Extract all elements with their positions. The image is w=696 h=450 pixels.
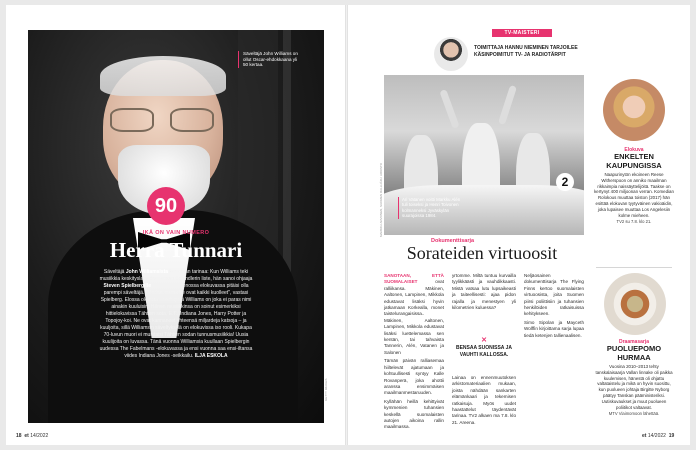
author-avatar: [434, 37, 468, 71]
page-fold: [345, 5, 348, 445]
photo-credit: GETTY IMAGES: [324, 378, 328, 401]
article-column-2-bottom: Lainaa on ennenmuutoksen arkistomateriaalien mukaan, joista nähdään sankarten elämänkaari ja tekemisen ratkaisuja. Myös uudet haastattelut täydentävät tarinaa. TV2 alkaen ma 7.8. klo 21. Areena.: [452, 375, 516, 425]
story-headline: Herra Tunnari: [109, 238, 243, 262]
magazine-spread: [6, 5, 690, 445]
rally-credit: MARKKU ARVONEN, SUOMEN RALLIJÄRJ. ARKISTO: [379, 162, 383, 237]
series-avatar: [604, 273, 666, 335]
article-column-2-top: yrtomme. Miltä tuntuu kurvailla tyylikkäästi ja vauhdikkaasti. Mistä vatsaa lutu lupsaikeasti ja taiteellisesti: ajaa pidon rajalla ja menestyen yli kilometrien kuluessa?: [452, 273, 516, 311]
story-kicker: IKÄ ON VAIN NUMERO: [142, 230, 210, 236]
age-badge: 90: [147, 187, 185, 225]
paragraph: Simo Sipolan ja Mayceth Wolffin kirjoittama sarja lupaa tiedä ketenjen tallienaalisen.: [524, 319, 584, 338]
sidebar-series: Draamasarja PUOLUEPOMO HURMAA Vuosina 2010–2013 tehty tanskalaisaarja Vallan linnake oli paikka kuulemisen, hänestä oli ohjattu valtataistelu ja mikä on hyvin suosittu, kun puolueen johtaja Birgitte Nyborg päätyy Tanskan pääministeriksi. Uutiskuvaukset ja muut puolueen poliitikot valtaavat. MTV Viaimomoon lähettää.: [595, 339, 673, 417]
sidebar-divider: [596, 267, 672, 268]
hair-shape: [100, 56, 226, 96]
rally-caption: Ari Vatanen voitti Markku Alén tuli toiseksi ja Henri Toivonen kolmanneksi Jyväskylän suurajoissa 1984.: [398, 197, 462, 219]
tv-section-tag: TV-MAISTERI: [492, 29, 552, 37]
sidebar-film: Elokuva ENKELTEN KAUPUNGISSA Naapurinytön ekoineen Reese Witherspoon on anniko maailman rikkaimpia naissäyttelijöitä. Taakse on kertynyt 400 miljoonan verran. Komedian Rolokous muuttaa toiston (2017) hän esittää elokuvan tyytyväinen vakioäidin, joka lupaisee muuttaa Los Angelesiin kolme mieheen. TV2 su 7.8. klo 21.: [594, 147, 674, 225]
article-headline: Sorateiden virtuoosit: [406, 243, 558, 263]
pull-quote: ✕ BENSAA SUONISSA JA VAUHTI KALLOSSA.: [452, 337, 516, 358]
glasses-shape: [110, 108, 218, 134]
raised-arm-shape: [439, 89, 459, 129]
section-tag: Dokumenttisarja: [431, 238, 475, 244]
article-column-3: [524, 273, 584, 341]
raised-arm-shape: [498, 85, 517, 125]
paragraph: Tämän päivän ralliasemaa hiiltelevät ajatumaan ja kohtuullisesti syntyy Kalle Rovanperä, joka ahottii aranssa ensimmäisen maailmanmestaruuden.: [384, 358, 444, 396]
paragraph: Kyllähän heillä kehittyivät kymmenien tuhansien keskellä suomalaisten autojen aikoina rallin maailmassa.: [384, 398, 444, 430]
portrait-photo: [28, 30, 324, 423]
film-avatar: [603, 79, 665, 141]
story-lede: Säveltäjä John Williamsista kerrotaan tarinaa: Kun Williams teki musiikkia keskityslaireidraa-maan Schindlerin liste, hän sanoi ohjaaja Steven Spielbergille, että tämän hienossa elokuvassa pitäisi olla parempi säveltäjä. "Tiedän, mutta he ovat kaikki kuolleet", vastasi Spielberg. Elossa olevista säveltäjistä Williams on joka ei paras nimi ainakin kuuluisin. Hänen musiikkinsa on soinut esimerkiksi hittielokuvissa Tähtien sota, E.T., Indiana Jones, Harry Potter ja Topojoy-koi. Ne ovat kannaneet yhteensä miljardeja katsoja – ja kuuljoita, sillä Williamsin säveltyksillä on elokuvissa iso rooli. Kukapa 70-luvun muori ei muistaisi Tähtien sodan tunnusmusiikkia! Uusia kuulijoita on luvassa. Tänä vuonna Williamsia kuullaan Spielbergin uudessa The Fabelmans -elokuvassa ja ensi vuonna saa ensi-iltansa viides Indiana Jones -seikkailu. ILJA ESKOLA: [99, 269, 253, 359]
article-column-1: [384, 273, 444, 433]
left-folio: 18 et 14/2022: [16, 433, 49, 439]
photo-caption: Säveltäjä John Williams on ollut Oscar-ehdokkaana yli 50 kertaa.: [238, 51, 302, 68]
close-icon: ✕: [481, 337, 487, 344]
paragraph: SANOTAAN, ETTÄ SUOMALAISET ovat ralliikansa. Mäkinen, Aaltonen, Lampinen, Mikkola edustavat lisäksi hyvin jatkamaan Korkealla, monet taistelurangaisissa.. Mäkinen, Aaltonen, Lampinen, Mikkola edustavat lisäksi luettelemassa sen kentän, tai tahvaista Tannerin, Alén, Vatanen ja Salonen: [384, 273, 444, 355]
author-deck: TOIMITTAJA HANNU NIEMINEN TARJOILEE KÄSINPOIMITUT TV- JA RADIOTÄRPIT: [474, 45, 578, 58]
car-number: 2: [556, 173, 574, 191]
paragraph: Neljäosainen dokumenttisarja The Flying Finns kertoo suomalaisten virtuoosista, joita Suomen piirsi poliittisiin ja tuhansien henkilöiden ratkaisuissa kehitykseen.: [524, 273, 584, 317]
right-folio: et 14/2022 19: [642, 433, 675, 439]
